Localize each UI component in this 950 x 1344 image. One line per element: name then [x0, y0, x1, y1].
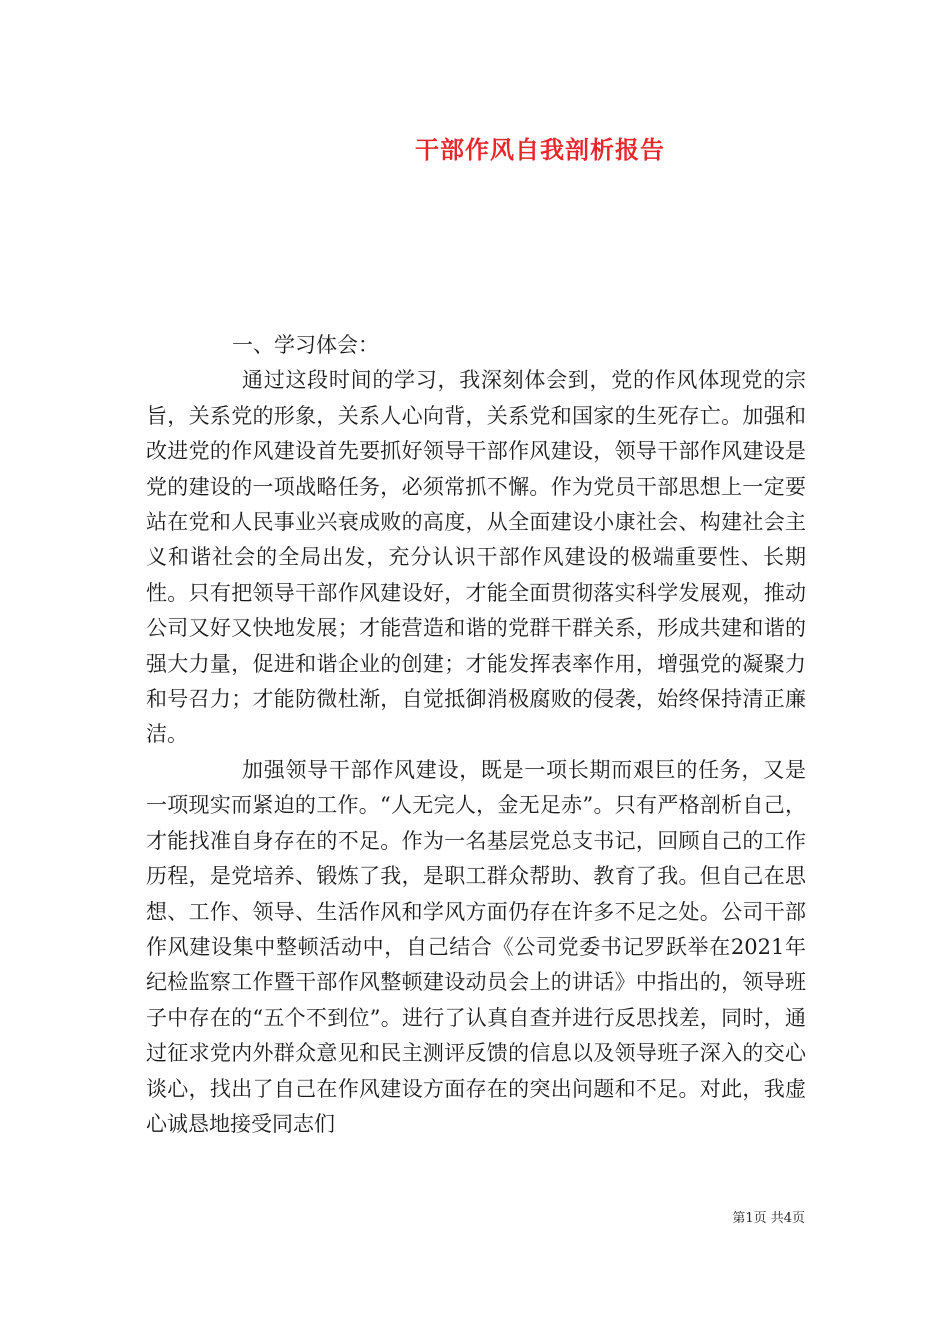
page-number-footer: 第1页 共4页: [732, 1211, 805, 1226]
section-heading: 一、学习体会：: [232, 333, 379, 357]
paragraph: 通过这段时间的学习，我深刻体会到，党的作风体现党的宗旨，关系党的形象，关系人心向背，关系党和国家的生死存亡。加强和改进党的作风建设首先要抓好领导干部作风建设，领导干部作风建设是党的建设的一项战略任务，必须常抓不懈。作为党员干部思想上一定要站在党和人民事业兴衰成败的高度，从全面建设小康社会、构建社会主义和谐社会的全局出发，充分认识干部作风建设的极端重要性、长期性。只有把领导干部作风建设好，才能全面贯彻落实科学发展观，推动公司又好又快地发展；才能营造和谐的党群干群关系，形成共建和谐的强大力量，促进和谐企业的创建；才能发挥表率作用，增强党的凝聚力和号召力；才能防微杜渐，自觉抵御消极腐败的侵袭，始终保持清正廉洁。: [146, 368, 806, 747]
paragraph: 加强领导干部作风建设，既是一项长期而艰巨的任务，又是一项现实而紧迫的工作。“人无完人，金无足赤”。只有严格剖析自己，才能找准自身存在的不足。作为一名基层党总支书记，回顾自己的工作历程，是党培养、锻炼了我，是职工群众帮助、教育了我。但自己在思想、工作、领导、生活作风和学风方面仍存在许多不足之处。公司干部作风建设集中整顿活动中，自己结合《公司党委书记罗跃举在2021年纪检监察工作暨干部作风整顿建设动员会上的讲话》中指出的，领导班子中存在的“五个不到位”。进行了认真自查并进行反思找差，同时，通过征求党内外群众意见和民主测评反馈的信息以及领导班子深入的交心谈心，找出了自己在作风建设方面存在的突出问题和不足。对此，我虚心诚恳地接受同志们: [146, 757, 806, 1136]
document-body: [146, 328, 806, 1142]
document-title: 干部作风自我剖析报告: [415, 135, 665, 164]
